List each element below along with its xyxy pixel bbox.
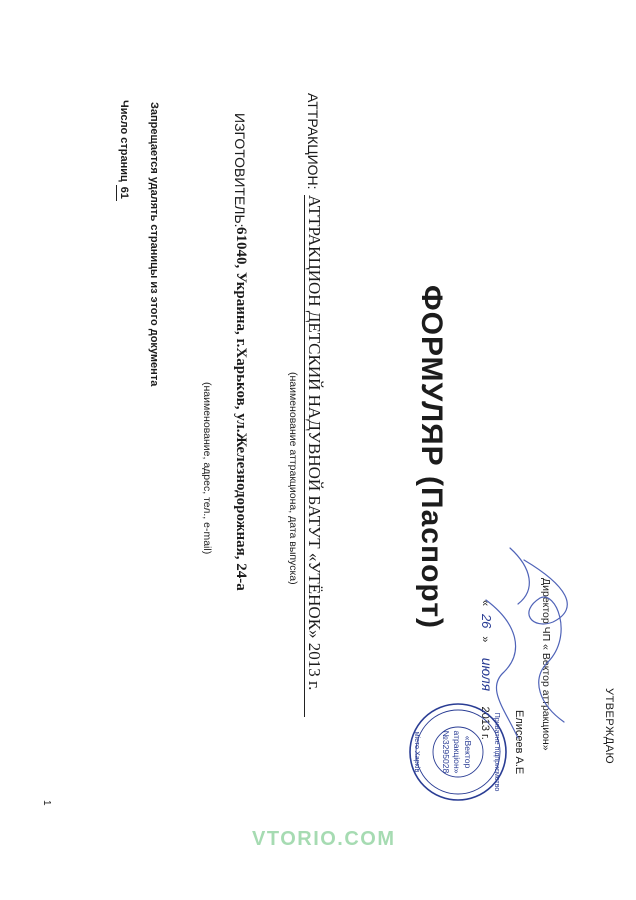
page-number: 1 (41, 800, 52, 806)
approval-signature-name: Елисеев А.Е (513, 710, 525, 775)
date-year: 2013 г. (479, 706, 491, 740)
page-count-value: 61 (118, 186, 130, 199)
stamp-bottom-text: місто Харків (413, 731, 422, 773)
attraction-caption: (наименование аттракциона, дата выпуска) (287, 372, 299, 585)
stamp-line-3: №3295028 (441, 730, 451, 774)
watermark-text: VTORIO.COM (252, 828, 396, 850)
signature-scribble (486, 548, 567, 738)
warning-text: Запрещается удалять страницы из этого документа (148, 102, 160, 387)
manufacturer-caption: (наименование, адрес, тел., e-mail) (201, 382, 213, 555)
document-title: ФОРМУЛЯР (Паспорт) (415, 285, 448, 630)
stamp-line-2: атракціон» (452, 730, 462, 774)
approval-director: Директор ЧП « Вектор аттракцион» (540, 578, 552, 751)
date-day: 26 (479, 613, 494, 629)
date-month: июля (479, 657, 495, 692)
attraction-label: АТТРАКЦИОН: (305, 93, 321, 190)
stamp-line-1: «Вектор (463, 735, 473, 769)
manufacturer-value: 61040, Украина, г.Харьков, ул.Железнодорожная, 24-а (233, 227, 249, 591)
approval-heading: УТВЕРЖДАЮ (603, 688, 615, 765)
manufacturer-label: ИЗГОТОВИТЕЛЬ: (232, 113, 248, 228)
attraction-value: АТТРАКЦИОН ДЕТСКИЙ НАДУВНОЙ БАТУТ «УТЁНОК» 2013 г. (304, 195, 323, 717)
date-quote-open: « (479, 600, 491, 607)
stamp-outer-text: Приватне підприємство (493, 712, 502, 792)
page-count-label: Число страниц (118, 100, 130, 182)
date-quote-close: » (479, 636, 491, 643)
